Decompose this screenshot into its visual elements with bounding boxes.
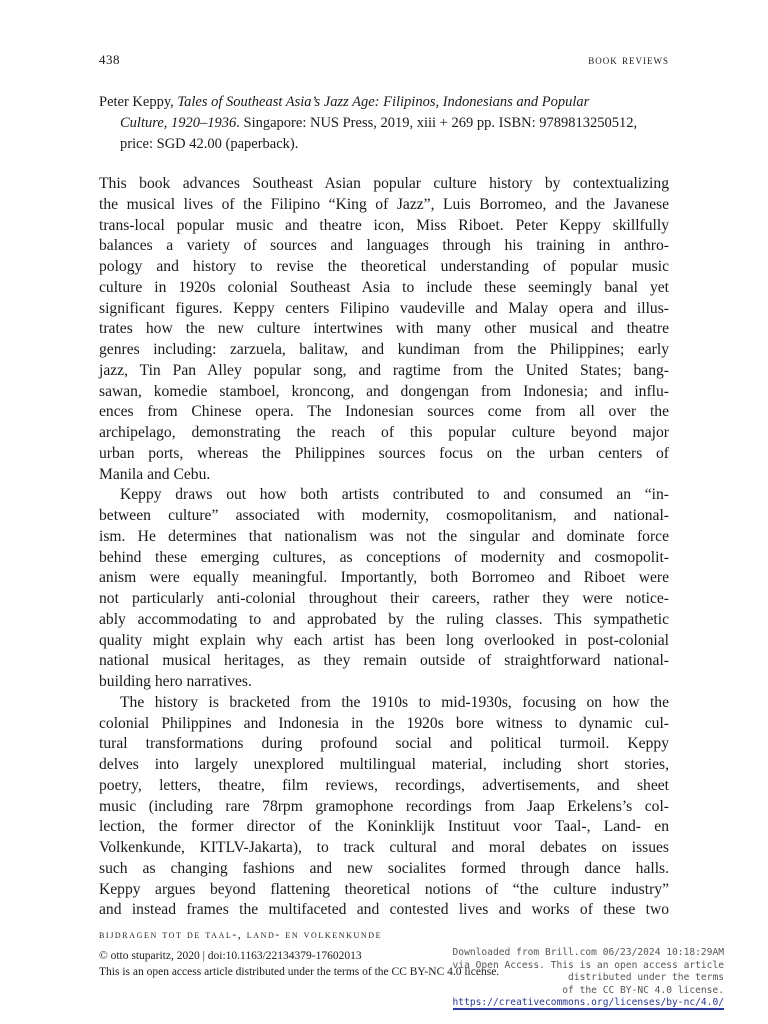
review-citation [99,92,669,155]
body-line: music (including rare 78rpm gramophone recordings from Jaap Erkelens’s col- [99,797,669,815]
review-body [99,174,669,921]
body-line: Keppy argues beyond flattening theoretical notions of “the culture industry” [99,880,669,898]
body-line: Keppy draws out how both artists contributed to and consumed an “in- [120,486,669,504]
page-header [99,52,669,72]
body-line: jazz, Tin Pan Alley popular song, and ragtime from the United States; bang- [99,361,669,379]
body-line: not particularly anti-colonial throughout their careers, rather they were notice- [99,590,669,607]
citation-publisher: . Singapore: NUS Press, 2019, xiii + 269 pp. ISBN: 9789813250512, [236,115,638,131]
body-line: colonial Philippines and Indonesia in the 1920s bore witness to dynamic cul- [99,714,669,732]
body-line: culture in 1920s colonial Southeast Asia to include these seemingly banal yet [99,278,669,296]
body-line: delves into largely unexplored multilingual material, including short stories, [99,756,669,773]
body-line: the musical lives of the Filipino “King of Jazz”, Luis Borromeo, and the Javanese [99,195,669,213]
body-line: ism. He determines that nationalism was not the singular and dominate force [99,527,669,545]
body-line: urban ports, whereas the Philippines sources focus on the urban centers of [99,444,669,462]
body-line: between culture” associated with modernity, cosmopolitanism, and national- [99,507,669,524]
body-line: such as changing fashions and new socialites formed through dance halls. [99,859,669,877]
body-line: tural transformations during profound social and political turmoil. Keppy [99,735,669,753]
copyright-doi: © otto stuparitz, 2020 | doi:10.1163/22134379-17602013 [99,950,362,962]
citation-author: Peter Keppy, [99,94,174,110]
body-line: behind these emerging cultures, as conceptions of modernity and cosmopolit- [99,548,669,566]
citation-line-1 [99,92,669,113]
page-number: 438 [99,52,120,67]
body-line: pology and history to revise the theoretical understanding of popular music [99,258,669,275]
body-line: The history is bracketed from the 1910s to mid-1930s, focusing on how the [120,693,669,711]
body-line: balances a variety of sources and languages through his training in anthro- [99,237,669,255]
body-line: trates how the new culture intertwines with many other musical and theatre [99,320,669,338]
body-line: trans-local popular music and theatre icon, Miss Riboet. Peter Keppy skillfully [99,216,669,234]
running-head: book reviews [588,52,669,67]
body-line: quality might explain why each artist has been long overlooked in post-colonial [99,631,669,649]
citation-title-2: Culture, 1920–1936 [120,115,237,131]
download-line-1: Downloaded from Brill.com 06/23/2024 10:18:29AM [452,947,724,958]
body-line: ably accommodating to and approbated by the ruling classes. This sympathetic [99,610,669,628]
body-line: anism were equally meaningful. Importantly, both Borromeo and Riboet were [99,569,669,587]
license-link[interactable]: https://creativecommons.org/licenses/by-nc/4.0/ [452,997,724,1008]
download-line-2: via Open Access. This is an open access article distributed under the terms [452,959,724,983]
body-line: sawan, komedie stamboel, kroncong, and dongengan from Indonesia; and influ- [99,382,669,400]
body-line: poetry, letters, theatre, film reviews, recordings, advertisements, and sheet [99,776,669,794]
body-line: national musical heritages, as they remain outside of straightforward national- [99,652,669,670]
citation-price: price: SGD 42.00 (paperback). [120,136,299,152]
body-line: and instead frames the multifaceted and contested lives and works of these two [99,901,669,919]
body-line: ences from Chinese opera. The Indonesian sources come from all over the [99,403,669,421]
journal-name: bijdragen tot de taal-, land- en volkenkunde [99,929,383,941]
citation-line-2 [99,113,669,134]
body-line: Manila and Cebu. [99,465,211,483]
download-line-3: of the CC BY-NC 4.0 license. [562,984,724,996]
body-line: building hero narratives. [99,673,252,690]
download-watermark [404,947,724,1010]
license-statement: This is an open access article distributed under the terms of the CC BY-NC 4.0 license. [99,966,500,978]
body-line: genres including: zarzuela, balitaw, and kundiman from the Philippines; early [99,341,669,358]
citation-title-1: Tales of Southeast Asia’s Jazz Age: Filipinos, Indonesians and Popular [177,94,590,110]
body-line: Volkenkunde, KITLV-Jakarta), to track cultural and moral debates on issues [99,839,669,856]
body-line: lection, the former director of the Koninklijk Instituut voor Taal-, Land- en [99,818,669,836]
body-line: significant figures. Keppy centers Filipino vaudeville and Malay opera and illus- [99,299,669,317]
body-line: archipelago, demonstrating the reach of this popular culture beyond major [99,424,669,441]
body-line: This book advances Southeast Asian popular culture history by contextualizing [99,175,669,192]
